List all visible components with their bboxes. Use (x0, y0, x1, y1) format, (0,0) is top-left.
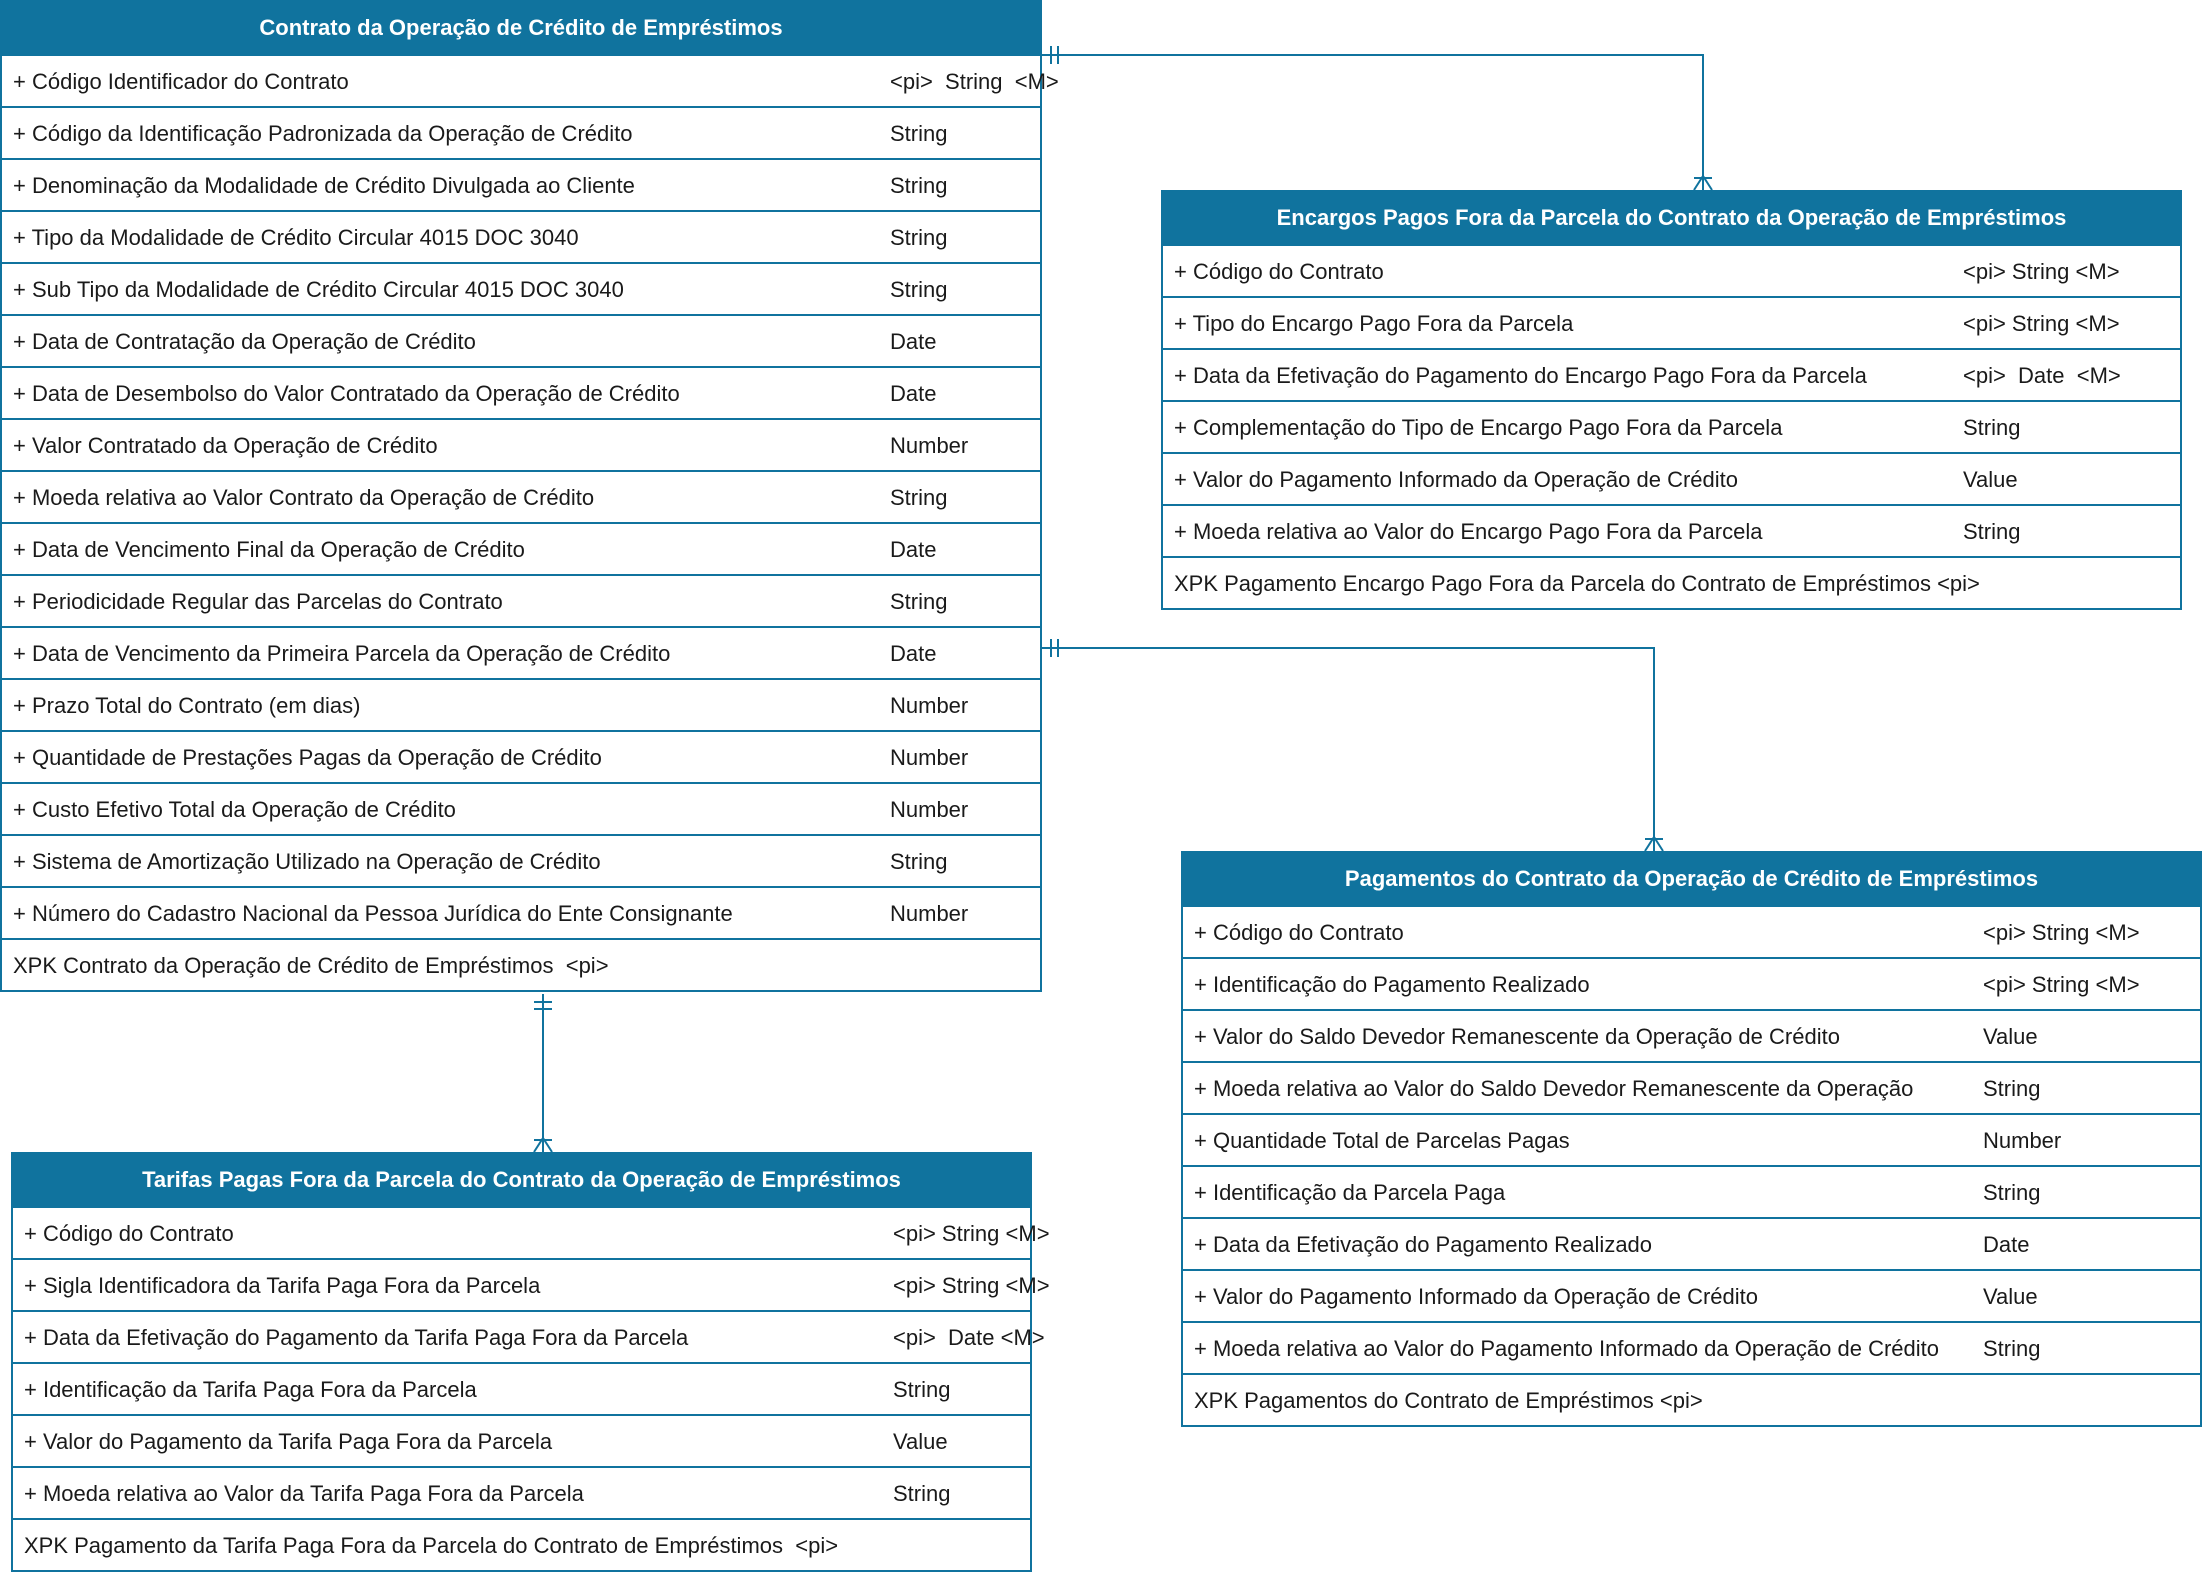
attribute-list (1183, 905, 2200, 1425)
attribute-type: Value (1983, 1284, 2038, 1309)
attribute-row (2, 886, 1040, 938)
crowfoot-marker (1645, 837, 1663, 851)
attribute-name: + Valor do Pagamento da Tarifa Paga Fora da Parcela (24, 1429, 553, 1454)
attribute-name: + Valor Contratado da Operação de Crédito (13, 433, 438, 458)
attribute-type: <pi> String <M> (893, 1273, 1050, 1298)
attribute-type: <pi> String <M> (1983, 972, 2140, 997)
attribute-row (2, 626, 1040, 678)
attribute-name: + Código Identificador do Contrato (13, 69, 349, 94)
attribute-name: + Sub Tipo da Modalidade de Crédito Circular 4015 DOC 3040 (13, 277, 624, 302)
attribute-row (1183, 1113, 2200, 1165)
attribute-row (1183, 957, 2200, 1009)
attribute-type: <pi> Date <M> (893, 1325, 1045, 1350)
attribute-name: + Sistema de Amortização Utilizado na Operação de Crédito (13, 849, 601, 874)
attribute-name: + Periodicidade Regular das Parcelas do Contrato (13, 589, 503, 614)
relationship-contrato-pagamentos (1042, 639, 1663, 851)
attribute-row (1163, 504, 2180, 556)
attribute-row (1163, 452, 2180, 504)
attribute-type: String (893, 1481, 951, 1506)
attribute-type: String (1963, 519, 2021, 544)
attribute-name: + Identificação da Parcela Paga (1194, 1180, 1506, 1205)
attribute-row (1163, 244, 2180, 296)
attribute-name: + Valor do Saldo Devedor Remanescente da Operação de Crédito (1194, 1024, 1840, 1049)
attribute-row (13, 1258, 1050, 1310)
crowfoot-marker (1694, 176, 1712, 190)
attribute-type: <pi> String <M> (1963, 311, 2120, 336)
attribute-name: + Moeda relativa ao Valor do Saldo Devedor Remanescente da Operação (1194, 1076, 1914, 1101)
attribute-type: Value (1963, 467, 2018, 492)
attribute-type: Number (890, 745, 969, 770)
attribute-row (1163, 296, 2180, 348)
attribute-type: Date (1983, 1232, 2030, 1257)
attribute-name: + Data de Vencimento Final da Operação de Crédito (13, 537, 525, 562)
attribute-name: + Tipo do Encargo Pago Fora da Parcela (1174, 311, 1574, 336)
attribute-row (2, 574, 1040, 626)
attribute-list (2, 54, 1059, 990)
attribute-row (1163, 400, 2180, 452)
attribute-type: String (890, 121, 948, 146)
connector-line (1042, 55, 1703, 190)
attribute-row (1183, 905, 2200, 957)
attribute-type: Value (893, 1429, 948, 1454)
attribute-type: String (890, 173, 948, 198)
attribute-type: Number (890, 433, 969, 458)
attribute-type: Value (1983, 1024, 2038, 1049)
attribute-row (1183, 1165, 2200, 1217)
attribute-name: + Tipo da Modalidade de Crédito Circular 4015 DOC 3040 (13, 225, 579, 250)
attribute-name: + Moeda relativa ao Valor do Encargo Pago Fora da Parcela (1174, 519, 1763, 544)
entity-pagamentos[interactable] (1181, 851, 2202, 1427)
attribute-row (1183, 1217, 2200, 1269)
crowfoot-marker (534, 1138, 552, 1152)
attribute-type: Date (890, 381, 937, 406)
attribute-row (2, 418, 1040, 470)
entity-title: Encargos Pagos Fora da Parcela do Contrato da Operação de Empréstimos (1163, 192, 2180, 244)
attribute-row (1183, 1269, 2200, 1321)
attribute-name: + Quantidade de Prestações Pagas da Operação de Crédito (13, 745, 602, 770)
attribute-type: String (890, 225, 948, 250)
attribute-type: <pi> String <M> (893, 1221, 1050, 1246)
attribute-row (13, 1310, 1045, 1362)
entity-title: Contrato da Operação de Crédito de Empréstimos (2, 2, 1040, 54)
attribute-name: + Data de Vencimento da Primeira Parcela da Operação de Crédito (13, 641, 671, 666)
attribute-name: + Sigla Identificadora da Tarifa Paga Fora da Parcela (24, 1273, 541, 1298)
attribute-row (13, 1466, 1030, 1518)
attribute-name: + Custo Efetivo Total da Operação de Crédito (13, 797, 456, 822)
entity-title: Tarifas Pagas Fora da Parcela do Contrato da Operação de Empréstimos (13, 1154, 1030, 1206)
attribute-row (2, 158, 1040, 210)
attribute-type: Number (1983, 1128, 2062, 1153)
attribute-name: + Quantidade Total de Parcelas Pagas (1194, 1128, 1570, 1153)
attribute-name: + Data de Desembolso do Valor Contratado da Operação de Crédito (13, 381, 680, 406)
attribute-name: + Moeda relativa ao Valor da Tarifa Paga Fora da Parcela (24, 1481, 584, 1506)
attribute-type: String (1963, 415, 2021, 440)
attribute-row (1183, 1009, 2200, 1061)
attribute-row (2, 782, 1040, 834)
attribute-row (2, 210, 1040, 262)
attribute-row (1183, 1061, 2200, 1113)
attribute-row (13, 1362, 1030, 1414)
attribute-row (2, 730, 1040, 782)
attribute-type: <pi> Date <M> (1963, 363, 2121, 388)
attribute-type: String (1983, 1076, 2041, 1101)
attribute-row (13, 1414, 1030, 1466)
attribute-type: String (890, 485, 948, 510)
attribute-name: + Número do Cadastro Nacional da Pessoa Jurídica do Ente Consignante (13, 901, 733, 926)
attribute-row (2, 522, 1040, 574)
attribute-type: String (890, 589, 948, 614)
entity-title: Pagamentos do Contrato da Operação de Crédito de Empréstimos (1183, 853, 2200, 905)
entity-tarifas[interactable] (11, 1152, 1050, 1572)
relationship-contrato-tarifas (534, 994, 552, 1152)
attribute-type: <pi> String <M> (1983, 920, 2140, 945)
attribute-type: Date (890, 537, 937, 562)
attribute-row (2, 470, 1040, 522)
entity-encargos[interactable] (1161, 190, 2182, 610)
attribute-type: String (893, 1377, 951, 1402)
attribute-name: + Prazo Total do Contrato (em dias) (13, 693, 361, 718)
attribute-name: + Data da Efetivação do Pagamento Realizado (1194, 1232, 1653, 1257)
primary-key-row (1183, 1373, 2200, 1425)
attribute-name: + Código do Contrato (1174, 259, 1384, 284)
attribute-type: Date (890, 641, 937, 666)
attribute-type: <pi> String <M> (890, 69, 1059, 94)
relationship-contrato-encargos (1042, 46, 1712, 190)
attribute-name: + Valor do Pagamento Informado da Operação de Crédito (1194, 1284, 1758, 1309)
primary-key-label: XPK Pagamento da Tarifa Paga Fora da Parcela do Contrato de Empréstimos <pi> (24, 1533, 839, 1558)
attribute-row (2, 54, 1059, 106)
primary-key-row (13, 1518, 1030, 1570)
attribute-name: + Denominação da Modalidade de Crédito Divulgada ao Cliente (13, 173, 635, 198)
attribute-type: String (1983, 1180, 2041, 1205)
attribute-row (13, 1206, 1050, 1258)
primary-key-label: XPK Pagamento Encargo Pago Fora da Parcela do Contrato de Empréstimos <pi> (1174, 571, 1980, 596)
attribute-list (1163, 244, 2180, 608)
attribute-row (2, 262, 1040, 314)
connector-line (1042, 648, 1654, 851)
attribute-name: + Código da Identificação Padronizada da Operação de Crédito (13, 121, 633, 146)
attribute-type: <pi> String <M> (1963, 259, 2120, 284)
primary-key-row (2, 938, 1040, 990)
attribute-type: Number (890, 901, 969, 926)
attribute-name: + Data da Efetivação do Pagamento da Tarifa Paga Fora da Parcela (24, 1325, 689, 1350)
attribute-name: + Data da Efetivação do Pagamento do Encargo Pago Fora da Parcela (1174, 363, 1867, 388)
attribute-row (2, 678, 1040, 730)
attribute-name: + Complementação do Tipo de Encargo Pago Fora da Parcela (1174, 415, 1783, 440)
attribute-list (13, 1206, 1050, 1570)
attribute-row (1183, 1321, 2200, 1373)
attribute-type: String (1983, 1336, 2041, 1361)
attribute-type: Date (890, 329, 937, 354)
attribute-name: + Código do Contrato (24, 1221, 234, 1246)
attribute-name: + Identificação da Tarifa Paga Fora da Parcela (24, 1377, 477, 1402)
attribute-type: Number (890, 797, 969, 822)
attribute-type: String (890, 849, 948, 874)
attribute-name: + Data de Contratação da Operação de Crédito (13, 329, 476, 354)
attribute-name: + Moeda relativa ao Valor Contrato da Operação de Crédito (13, 485, 595, 510)
attribute-name: + Identificação do Pagamento Realizado (1194, 972, 1590, 997)
attribute-type: Number (890, 693, 969, 718)
primary-key-label: XPK Pagamentos do Contrato de Empréstimos <pi> (1194, 1388, 1703, 1413)
attribute-name: + Moeda relativa ao Valor do Pagamento Informado da Operação de Crédito (1194, 1336, 1939, 1361)
attribute-name: + Valor do Pagamento Informado da Operação de Crédito (1174, 467, 1738, 492)
attribute-row (1163, 348, 2180, 400)
attribute-name: + Código do Contrato (1194, 920, 1404, 945)
attribute-row (2, 106, 1040, 158)
attribute-row (2, 314, 1040, 366)
primary-key-label: XPK Contrato da Operação de Crédito de Empréstimos <pi> (13, 953, 609, 978)
attribute-row (2, 834, 1040, 886)
attribute-type: String (890, 277, 948, 302)
entity-contrato[interactable] (0, 0, 1059, 992)
attribute-row (2, 366, 1040, 418)
primary-key-row (1163, 556, 2180, 608)
